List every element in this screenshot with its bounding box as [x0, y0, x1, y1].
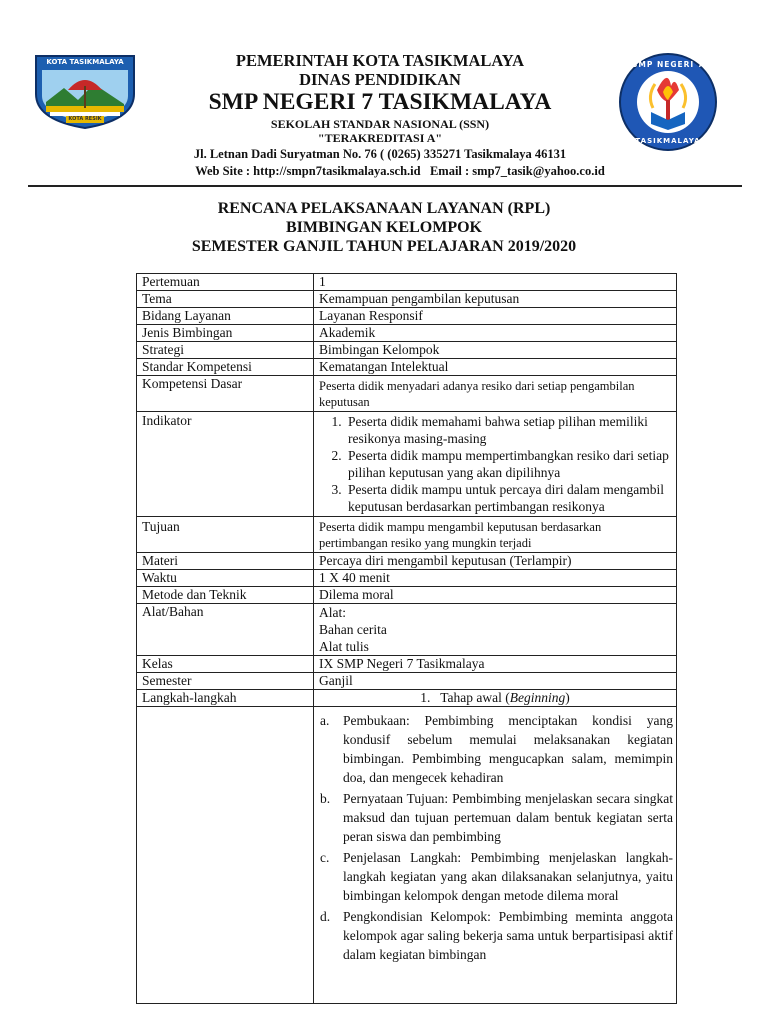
label-metode: Metode dan Teknik [137, 587, 314, 604]
value-semester: Ganjil [314, 673, 677, 690]
city-logo-text-top: KOTA TASIKMALAYA [46, 58, 124, 66]
list-item [317, 711, 673, 787]
steps-list [314, 707, 676, 964]
table-row [137, 656, 677, 673]
stage-number: 1. [420, 690, 431, 705]
value-tema: Kemampuan pengambilan keputusan [314, 291, 677, 308]
stage-title-close: ) [565, 690, 570, 705]
school-logo-text-bottom: TASIKMALAYA [635, 137, 701, 145]
step-letter: d. [320, 909, 331, 924]
table-row [137, 673, 677, 690]
label-kelas: Kelas [137, 656, 314, 673]
label-bidang: Bidang Layanan [137, 308, 314, 325]
table-row [137, 517, 677, 553]
label-waktu: Waktu [137, 570, 314, 587]
value-pertemuan: 1 [314, 274, 677, 291]
value-metode: Dilema moral [314, 587, 677, 604]
step-text: Pengkondisian Kelompok: Pembimbing meminta anggota kelompok agar saling bekerja sama untuk berpartisipasi aktif dalam kegiatan bimbingan [343, 909, 673, 962]
city-logo [28, 50, 142, 130]
school-logo [611, 50, 725, 154]
table-row [137, 376, 677, 412]
alat-line-2: Bahan cerita [319, 622, 387, 637]
list-item [317, 848, 673, 905]
label-strategi: Strategi [137, 342, 314, 359]
doc-title-1: RENCANA PELAKSANAAN LAYANAN (RPL) [217, 200, 551, 217]
header-school-name: SMP NEGERI 7 TASIKMALAYA [208, 89, 552, 115]
doc-title-2: BIMBINGAN KELOMPOK [285, 219, 482, 236]
table-row [137, 553, 677, 570]
table-row [137, 587, 677, 604]
city-logo-text-bottom: KOTA RESIK [68, 116, 102, 122]
table-row [137, 690, 677, 707]
school-logo-text-top: SMP NEGERI 7 [631, 60, 705, 69]
value-indikator [314, 412, 677, 517]
list-item: 3. Peserta didik mampu untuk percaya diri dalam mengambil keputusan berdasarkan pertimbangan resikonya [345, 481, 671, 515]
step-text: Penjelasan Langkah: Pembimbing menjelaskan langkah-langkah kegiatan yang akan dilaksanakan selanjutnya, yaitu bimbingan kelompok dengan metode dilema moral [343, 850, 673, 903]
label-kompetensi: Kompetensi Dasar [137, 376, 314, 412]
label-langkah: Langkah-langkah [137, 690, 314, 707]
label-materi: Materi [137, 553, 314, 570]
table-row [137, 570, 677, 587]
value-standar: Kematangan Intelektual [314, 359, 677, 376]
label-indikator: Indikator [137, 412, 314, 517]
table-row [137, 707, 677, 1004]
label-tujuan: Tujuan [137, 517, 314, 553]
header-department: DINAS PENDIDIKAN [299, 70, 461, 89]
list-item [317, 789, 673, 846]
doc-title-3: SEMESTER GANJIL TAHUN PELAJARAN 2019/2020 [191, 238, 577, 255]
table-row [137, 359, 677, 376]
header-divider [28, 185, 742, 187]
list-item: 2. Peserta didik mampu mempertimbangkan resiko dari setiap pilihan keputusan yang akan dipilihnya [345, 447, 671, 481]
table-row [137, 604, 677, 656]
header-ssn: SEKOLAH STANDAR NASIONAL (SSN) [270, 117, 490, 131]
header-web-email: Web Site : http://smpn7tasikmalaya.sch.id Email : smp7_tasik@yahoo.co.id [195, 164, 605, 178]
label-jenis: Jenis Bimbingan [137, 325, 314, 342]
list-item [317, 907, 673, 964]
value-kompetensi: Peserta didik menyadari adanya resiko dari setiap pengambilan keputusan [314, 376, 677, 412]
table-row [137, 274, 677, 291]
indikator-list [319, 413, 671, 515]
label-alat: Alat/Bahan [137, 604, 314, 656]
step-letter: a. [320, 713, 330, 728]
table-row [137, 291, 677, 308]
label-standar: Standar Kompetensi [137, 359, 314, 376]
stage-title-em: Beginning [509, 690, 566, 705]
value-bidang: Layanan Responsif [314, 308, 677, 325]
header-government: PEMERINTAH KOTA TASIKMALAYA [235, 51, 525, 70]
step-letter: b. [320, 791, 331, 806]
label-empty [137, 707, 314, 1004]
alat-line-3: Alat tulis [319, 639, 369, 654]
label-semester: Semester [137, 673, 314, 690]
step-letter: c. [320, 850, 330, 865]
step-text: Pembukaan: Pembimbing menciptakan kondisi yang kondusif sebelum memulai melaksanakan kegiatan bimbingan. Pembimbing mengucapkan salam, memimpin doa, dan mengecek kehadiran [343, 713, 673, 785]
value-steps [314, 707, 677, 1004]
value-tujuan: Peserta didik mampu mengambil keputusan berdasarkan pertimbangan resiko yang mungkin terjadi [314, 517, 677, 553]
stage-title: Tahap awal ( [440, 690, 510, 705]
value-kelas: IX SMP Negeri 7 Tasikmalaya [314, 656, 677, 673]
table-row [137, 342, 677, 359]
label-tema: Tema [137, 291, 314, 308]
value-materi: Percaya diri mengambil keputusan (Terlampir) [314, 553, 677, 570]
step-text: Pernyataan Tujuan: Pembimbing menjelaskan secara singkat maksud dan tujuan pertemuan dalam bentuk kegiatan serta peran siswa dan pembimbing [343, 791, 673, 844]
label-pertemuan: Pertemuan [137, 274, 314, 291]
list-item: 1. Peserta didik memahami bahwa setiap pilihan memiliki resikonya masing-masing [345, 413, 671, 447]
table-row [137, 308, 677, 325]
table-row [137, 412, 677, 517]
value-langkah [314, 690, 677, 707]
value-waktu: 1 X 40 menit [314, 570, 677, 587]
value-jenis: Akademik [314, 325, 677, 342]
alat-line-1: Alat: [319, 605, 346, 620]
value-alat [314, 604, 677, 656]
table-row [137, 325, 677, 342]
header-accreditation: "TERAKREDITASI A" [317, 131, 443, 145]
value-strategi: Bimbingan Kelompok [314, 342, 677, 359]
header-address: Jl. Letnan Dadi Suryatman No. 76 ( (0265) 335271 Tasikmalaya 46131 [193, 147, 567, 161]
rpl-table [136, 273, 677, 1004]
